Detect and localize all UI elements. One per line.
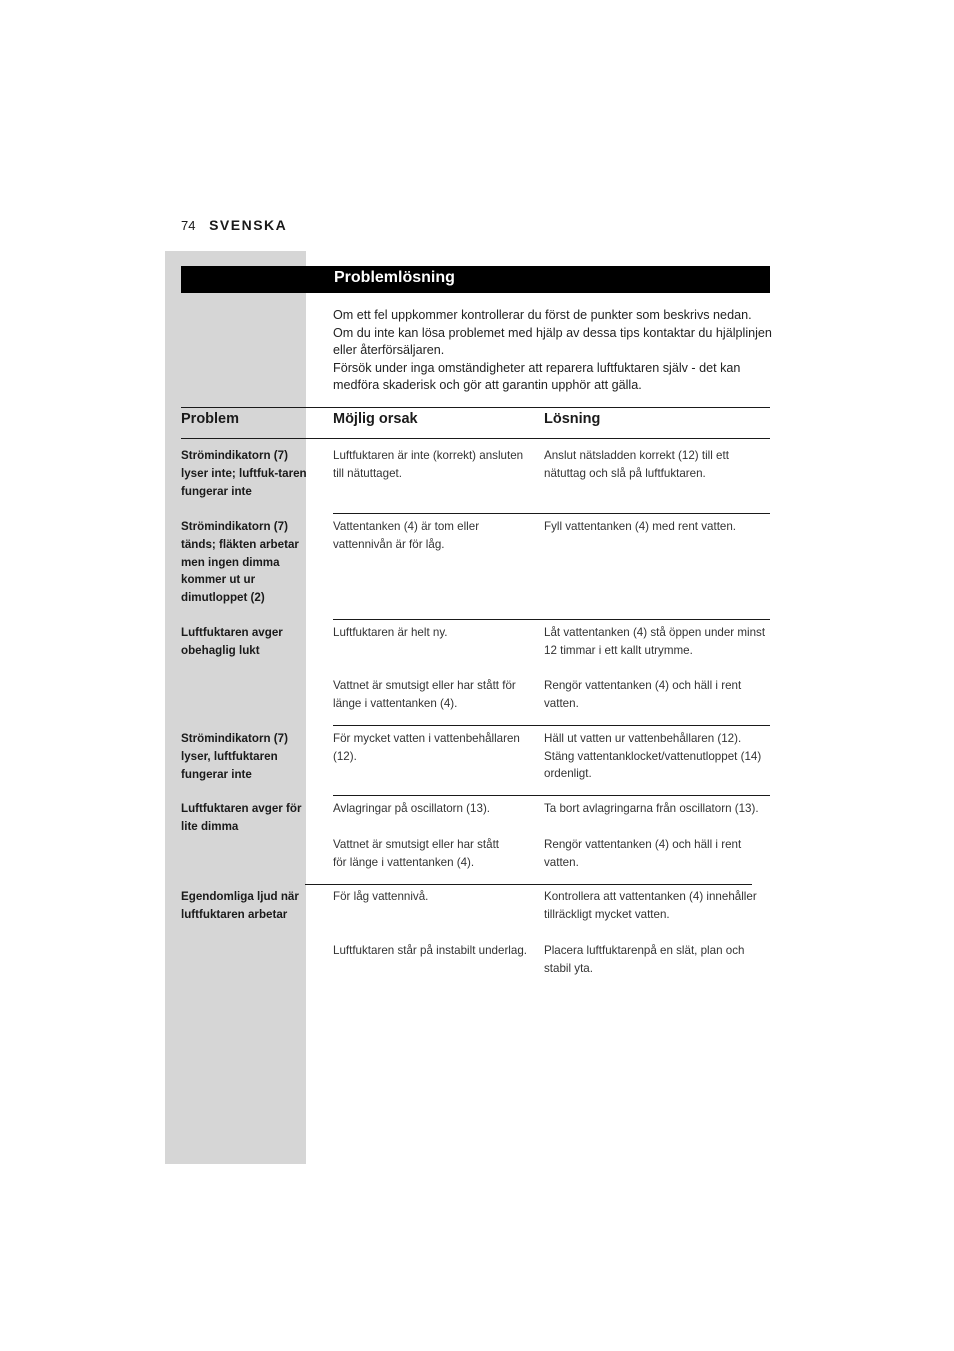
solution-cell: Rengör vattentanken (4) och häll i rent vatten. [544, 838, 742, 869]
cause-cell: För låg vattennivå. [333, 890, 429, 903]
cause-cell: Luftfuktaren är helt ny. [333, 626, 448, 639]
page-header [181, 217, 287, 233]
solution-cell: Låt vattentanken (4) stå öppen under minst 12 timmar i ett kallt utrymme. [544, 626, 766, 657]
solution-cell: Fyll vattentanken (4) med rent vatten. [544, 520, 737, 533]
problem-cell: Egendomliga ljud när luftfuktaren arbetar [181, 890, 299, 921]
intro-paragraph: Om ett fel uppkommer kontrollerar du först de punkter som beskrivs nedan. Om du inte kan lösa problemet med hjälp av dessa tips kontaktar du hjälplinjen eller återförsäljaren. [333, 308, 772, 358]
row-divider [333, 619, 770, 620]
cause-cell: För mycket vatten i vattenbehållaren (12). [333, 732, 520, 763]
column-header-solution: Lösning [544, 411, 601, 427]
solution-cell: Häll ut vatten ur vattenbehållaren (12). Stäng vattentanklocket/vattenutloppet (14) ordenligt. [544, 732, 762, 781]
solution-cell: Kontrollera att vattentanken (4) innehåller tillräckligt mycket vatten. [544, 890, 757, 921]
cause-cell: Vattnet är smutsigt eller har stått för länge i vattentanken (4). [333, 838, 500, 869]
column-header-cause: Möjlig orsak [333, 411, 418, 427]
cause-cell: Vattentanken (4) är tom eller vattennivån är för låg. [333, 520, 480, 551]
table-top-rule [181, 407, 770, 408]
table-header-rule [181, 438, 770, 439]
cause-cell: Luftfuktaren är inte (korrekt) ansluten till nätuttaget. [333, 449, 524, 480]
solution-cell: Rengör vattentanken (4) och häll i rent vatten. [544, 679, 742, 710]
problem-cell: Strömindikatorn (7) lyser inte; luftfuk-taren fungerar inte [181, 449, 307, 498]
section-title-bar [181, 266, 770, 293]
problem-cell: Luftfuktaren avger obehaglig lukt [181, 626, 283, 657]
row-divider [333, 725, 770, 726]
intro-text [333, 307, 773, 395]
solution-cell: Placera luftfuktarenpå en slät, plan och stabil yta. [544, 944, 745, 975]
row-divider [333, 795, 770, 796]
row-divider [333, 513, 770, 514]
cause-cell: Avlagringar på oscillatorn (13). [333, 802, 491, 815]
language-label: SVENSKA [209, 217, 288, 233]
problem-cell: Luftfuktaren avger för lite dimma [181, 802, 302, 833]
cause-cell: Vattnet är smutsigt eller har stått för länge i vattentanken (4). [333, 679, 516, 710]
intro-paragraph: Försök under inga omständigheter att reparera luftfuktaren själv - det kan medföra skaderisk och gör att garantin upphör att gälla. [333, 360, 741, 393]
solution-cell: Anslut nätsladden korrekt (12) till ett nätuttag och slå på luftfuktaren. [544, 449, 729, 480]
sidebar-band [165, 251, 306, 1164]
cause-cell: Luftfuktaren står på instabilt underlag. [333, 944, 527, 957]
column-header-problem: Problem [181, 411, 240, 427]
problem-cell: Strömindikatorn (7) tänds; fläkten arbetar men ingen dimma kommer ut ur dimutloppet (2) [181, 520, 299, 605]
section-title: Problemlösning [334, 269, 455, 286]
row-divider [305, 884, 752, 885]
page-number: 74 [181, 218, 196, 233]
solution-cell: Ta bort avlagringarna från oscillatorn (13). [544, 802, 759, 815]
problem-cell: Strömindikatorn (7) lyser, luftfuktaren fungerar inte [181, 732, 288, 781]
